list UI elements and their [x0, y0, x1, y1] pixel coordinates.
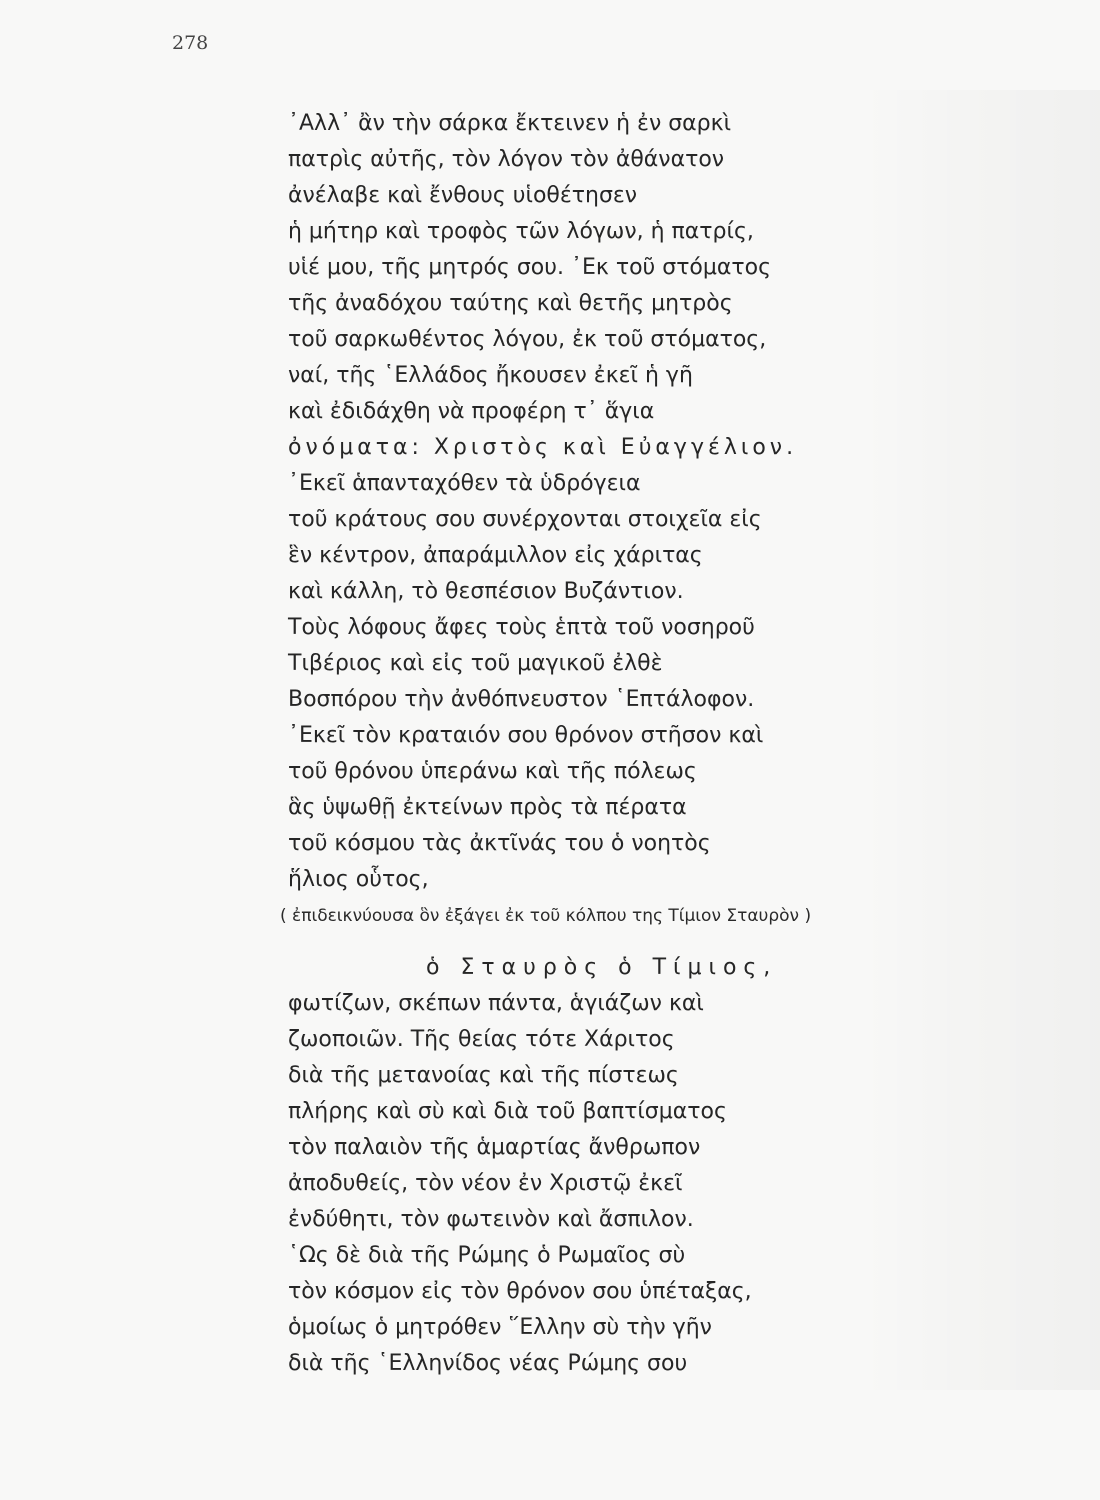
verse-line: ζωοποιῶν. Τῆς θείας τότε Χάριτος [288, 1027, 675, 1052]
verse-line: τοῦ θρόνου ὑπεράνω καὶ τῆς πόλεως [288, 759, 697, 784]
verse-line: τῆς ἀναδόχου ταύτης καὶ θετῆς μητρὸς [288, 291, 733, 316]
verse-line: ἥλιος οὗτος, [288, 867, 429, 892]
verse-line: πατρὶς αὐτῆς, τὸν λόγον τὸν ἀθάνατον [288, 147, 725, 172]
verse-line: ἀνέλαβε καὶ ἔνθους υἱοθέτησεν [288, 183, 638, 208]
stage-direction: ( ἐπιδεικνύουσα ὃν ἐξάγει ἐκ τοῦ κόλπου της Τίμιον Σταυρὸν ) [280, 906, 812, 926]
verse-line: διὰ τῆς ῾Ελληνίδος νέας Ρώμης σου [288, 1351, 688, 1376]
verse-line: ἀποδυθείς, τὸν νέον ἐν Χριστῷ ἐκεῖ [288, 1171, 683, 1196]
verse-line: καὶ κάλλη, τὸ θεσπέσιον Βυζάντιον. [288, 579, 684, 604]
verse-line: φωτίζων, σκέπων πάντα, ἁγιάζων καὶ [288, 991, 704, 1016]
verse-line: ᾿Αλλ᾿ ἂν τὴν σάρκα ἔκτεινεν ἡ ἐν σαρκὶ [288, 111, 732, 136]
verse-line: τοῦ σαρκωθέντος λόγου, ἐκ τοῦ στόματος, [288, 327, 767, 352]
verse-line: ᾿Εκεῖ τὸν κραταιόν σου θρόνον στῆσον καὶ [288, 723, 764, 748]
verse-line: διὰ τῆς μετανοίας καὶ τῆς πίστεως [288, 1063, 679, 1088]
verse-block-2 [288, 950, 777, 1382]
page-number: 278 [172, 32, 209, 54]
verse-line: ᾿Εκεῖ ἁπανταχόθεν τὰ ὑδρόγεια [288, 471, 641, 496]
verse-line: τοῦ κράτους σου συνέρχονται στοιχεῖα εἰς [288, 507, 762, 532]
verse-line: καὶ ἐδιδάχθη νὰ προφέρη τ᾿ ἅγια [288, 399, 655, 424]
verse-line: τοῦ κόσμου τὰς ἀκτῖνάς του ὁ νοητὸς [288, 831, 711, 856]
verse-line: τὸν παλαιὸν τῆς ἁμαρτίας ἄνθρωπον [288, 1135, 701, 1160]
verse-block-1 [288, 106, 797, 898]
verse-line: ἃς ὑψωθῇ ἐκτείνων πρὸς τὰ πέρατα [288, 795, 687, 820]
verse-line-emphasized: ὁ Σταυρὸς ὁ Τίμιος, [426, 955, 778, 980]
verse-line: ῾Ως δὲ διὰ τῆς Ρώμης ὁ Ρωμαῖος σὺ [288, 1243, 686, 1268]
verse-line: τὸν κόσμον εἰς τὸν θρόνον σου ὑπέταξας, [288, 1279, 752, 1304]
verse-line: ὁμοίως ὁ μητρόθεν ῞Ελλην σὺ τὴν γῆν [288, 1315, 712, 1340]
verse-line: ὀνόματα: Χριστὸς καὶ Εὐαγγέλιον. [288, 435, 798, 460]
verse-line: ἓν κέντρον, ἀπαράμιλλον εἰς χάριτας [288, 543, 703, 568]
verse-line: Τιβέριος καὶ εἰς τοῦ μαγικοῦ ἐλθὲ [288, 651, 663, 676]
show-through-shadow [860, 90, 1100, 1390]
verse-line: Τοὺς λόφους ἄφες τοὺς ἑπτὰ τοῦ νοσηροῦ [288, 615, 755, 640]
verse-line: πλήρης καὶ σὺ καὶ διὰ τοῦ βαπτίσματος [288, 1099, 727, 1124]
verse-line: υἱέ μου, τῆς μητρός σου. ᾿Εκ τοῦ στόματος [288, 255, 772, 280]
verse-line: ἐνδύθητι, τὸν φωτεινὸν καὶ ἄσπιλον. [288, 1207, 694, 1232]
verse-line: ἡ μήτηρ καὶ τροφὸς τῶν λόγων, ἡ πατρίς, [288, 219, 754, 244]
verse-line: Βοσπόρου τὴν ἀνθόπνευστον ῾Επτάλοφον. [288, 687, 755, 712]
verse-line: ναί, τῆς ῾Ελλάδος ἤκουσεν ἐκεῖ ἡ γῆ [288, 363, 693, 388]
